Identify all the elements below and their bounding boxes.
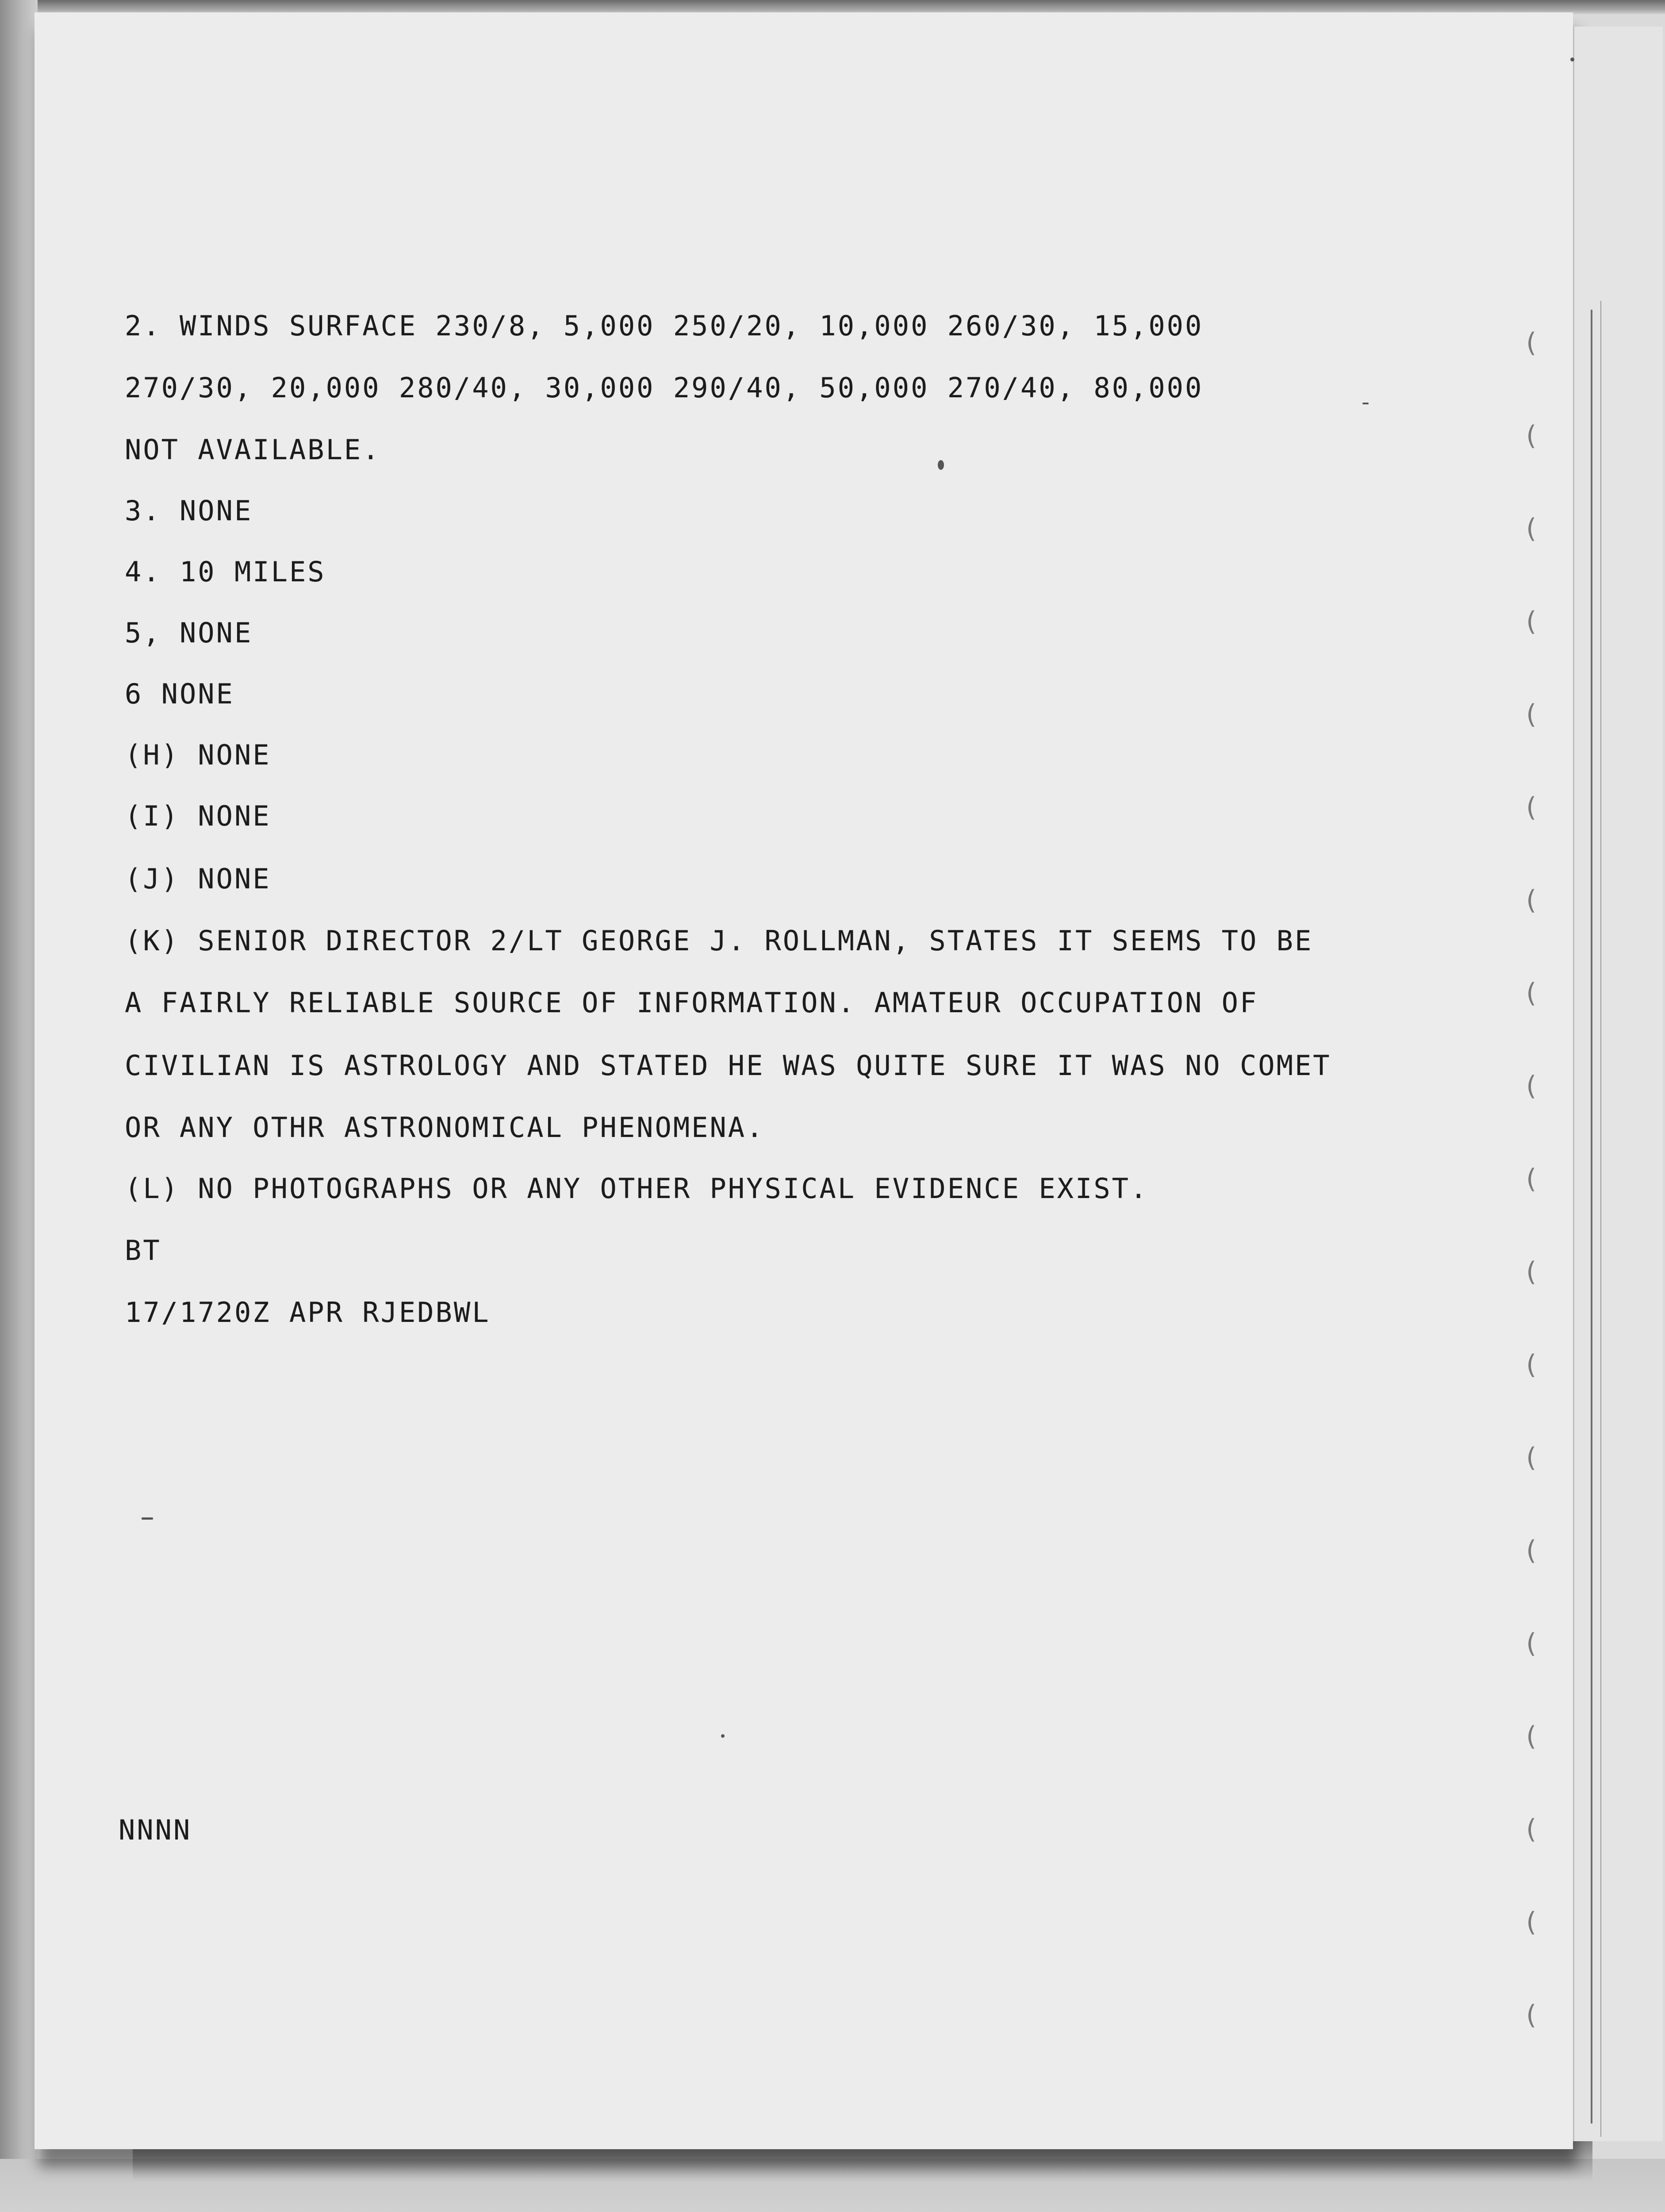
feed-mark: ( [1526, 1814, 1537, 1845]
film-speck [142, 1517, 153, 1520]
feed-mark: ( [1526, 792, 1537, 823]
message-line: A FAIRLY RELIABLE SOURCE OF INFORMATION. AMATEUR OCCUPATION OF [125, 987, 1258, 1019]
message-line: BT [125, 1234, 161, 1267]
message-line: (L) NO PHOTOGRAPHS OR ANY OTHER PHYSICAL EVIDENCE EXIST. [125, 1172, 1149, 1205]
message-line: (I) NONE [125, 800, 271, 832]
message-line: 3. NONE [125, 495, 253, 527]
message-line: (H) NONE [125, 739, 271, 771]
message-line: NOT AVAILABLE. [125, 434, 381, 466]
feed-mark: ( [1526, 1721, 1537, 1752]
message-line: 270/30, 20,000 280/40, 30,000 290/40, 50,000 270/40, 80,000 [125, 372, 1204, 404]
message-line: 2. WINDS SURFACE 230/8, 5,000 250/20, 10,000 260/30, 15,000 [125, 310, 1204, 342]
feed-mark: ( [1526, 1349, 1537, 1380]
feed-mark: ( [1526, 1628, 1537, 1659]
feed-mark: ( [1526, 1907, 1537, 1938]
feed-mark: ( [1526, 420, 1537, 451]
message-line: 17/1720Z APR RJEDBWL [125, 1296, 491, 1329]
film-speck [938, 460, 944, 470]
message-line: 5, NONE [125, 617, 253, 649]
message-line: 4. 10 MILES [125, 556, 326, 588]
margin-rule-line-secondary [1600, 301, 1601, 2137]
feed-mark: ( [1526, 1256, 1537, 1287]
message-line: 6 NONE [125, 678, 234, 710]
paper-margin-strip [1573, 27, 1663, 2141]
feed-mark: ( [1526, 699, 1537, 730]
feed-mark: ( [1526, 1442, 1537, 1473]
message-line: (K) SENIOR DIRECTOR 2/LT GEORGE J. ROLLMAN, STATES IT SEEMS TO BE [125, 925, 1313, 957]
film-speck [1362, 403, 1369, 404]
feed-mark: ( [1526, 978, 1537, 1009]
feed-mark: ( [1526, 885, 1537, 916]
message-line: CIVILIAN IS ASTROLOGY AND STATED HE WAS QUITE SURE IT WAS NO COMET [125, 1049, 1331, 1082]
feed-mark: ( [1526, 327, 1537, 358]
message-line: (J) NONE [125, 863, 271, 895]
tractor-feed-marks [1522, 327, 1548, 2141]
margin-rule-line [1591, 310, 1592, 2124]
film-speck [721, 1734, 725, 1738]
feed-mark: ( [1526, 513, 1537, 544]
message-line: OR ANY OTHR ASTRONOMICAL PHENOMENA. [125, 1111, 765, 1144]
film-speck [1570, 58, 1574, 61]
feed-mark: ( [1526, 1535, 1537, 1566]
feed-mark: ( [1526, 606, 1537, 637]
film-left-edge [0, 0, 38, 2212]
feed-mark: ( [1526, 1164, 1537, 1194]
end-of-message-marker: NNNN [119, 1814, 192, 1846]
feed-mark: ( [1526, 1071, 1537, 1102]
feed-mark: ( [1526, 2000, 1537, 2031]
